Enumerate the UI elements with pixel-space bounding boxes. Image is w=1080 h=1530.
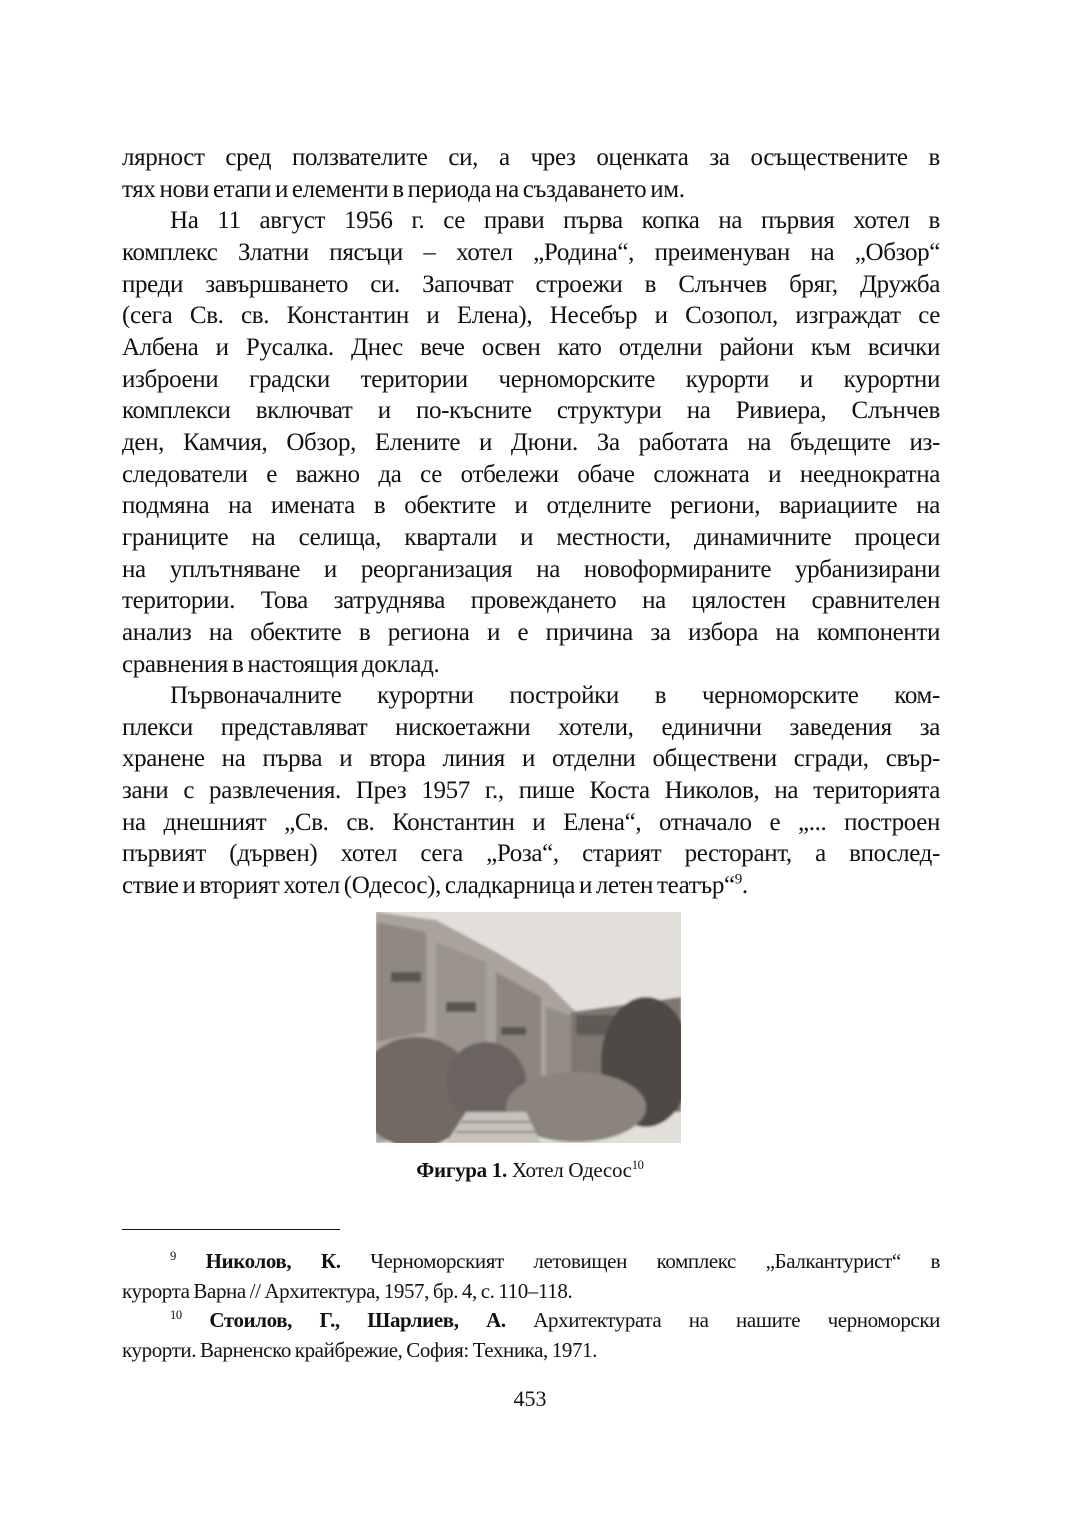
text-line: преди завършването си. Започват строежи в Слънчев бряг, Дружба — [122, 270, 940, 298]
text-line: комплекси включват и по-късните структури на Ривиера, Слънчев — [122, 397, 940, 425]
footnote-text: Черноморският летовищен комплекс „Балкантурист“ в — [370, 1249, 940, 1273]
text-line: на днешният „Св. св. Константин и Елена“, отначало е „... построен — [122, 808, 940, 836]
footnote-number: 10 — [170, 1308, 182, 1322]
text-line: на уплътняване и реорганизация на новоформираните урбанизирани — [122, 555, 940, 583]
footnote-10-cont: курорти. Варненско крайбрежие, София: Техника, 1971. — [122, 1337, 598, 1362]
footnote-author: Стоилов, Г., Шарлиев, А. — [209, 1308, 506, 1332]
footnote-9-cont: курорта Варна // Архитектура, 1957, бр. 4, с. 110–118. — [122, 1278, 573, 1303]
text-line: Албена и Русалка. Днес вече освен като отделни райони към всички — [122, 333, 940, 361]
text-line: Първоначалните курортни постройки в черноморските ком- — [170, 682, 940, 710]
text-line: следователи е важно да се отбележи обаче сложната и нееднократна — [122, 460, 940, 488]
text-line: хранене на първа и втора линия и отделни обществени сгради, свър- — [122, 745, 940, 773]
footnote-author: Николов, К. — [205, 1249, 341, 1273]
footnote-text: Архитектурата на нашите черноморски — [533, 1308, 940, 1332]
text-line: На 11 август 1956 г. се прави първа копка на първия хотел в — [170, 207, 940, 235]
figure-label: Фигура 1. — [416, 1158, 507, 1182]
body-text — [122, 142, 940, 902]
text-line: първият (дървен) хотел сега „Роза“, старият ресторант, а впослед- — [122, 840, 940, 868]
figure-title: Хотел Одесос — [511, 1158, 632, 1182]
text-line: анализ на обектите в региона и е причина за избора на компоненти — [122, 618, 940, 646]
figure-caption — [0, 1158, 1060, 1183]
text-period: . — [741, 872, 748, 900]
page-number: 453 — [513, 1386, 547, 1411]
text-line: сравнения в настоящия доклад. — [122, 650, 440, 678]
text-line: комплекс Златни пясъци – хотел „Родина“, преименуван на „Обзор“ — [122, 238, 940, 266]
footnote-separator — [122, 1229, 340, 1230]
text-line: плекси представляват нискоетажни хотели, единични заведения за — [122, 713, 940, 741]
footnote-ref[interactable]: 9 — [734, 871, 742, 888]
text-line — [122, 870, 940, 902]
text-line: границите на селища, квартали и местности, динамичните процеси — [122, 523, 940, 551]
hotel-odesos-photo — [376, 912, 681, 1143]
footnote-number: 9 — [170, 1249, 176, 1263]
footnote-10 — [122, 1306, 940, 1336]
text-line: територии. Това затруднява провеждането на цялостен сравнителен — [122, 587, 940, 615]
text-line: ден, Камчия, Обзор, Елените и Дюни. За работата на бъдещите из- — [122, 428, 940, 456]
text-line: (сега Св. св. Константин и Елена), Несебър и Созопол, изграждат се — [122, 302, 940, 330]
footnote-9 — [122, 1247, 940, 1277]
footnotes — [122, 1247, 940, 1365]
text-line: подмяна на имената в обектите и отделните региони, вариациите на — [122, 492, 940, 520]
text-line-content: ствие и вторият хотел (Одесос), сладкарница и летен театър“ — [122, 872, 735, 900]
text-line: изброени градски територии черноморските курорти и курортни — [122, 365, 940, 393]
footnote-ref[interactable]: 10 — [631, 1158, 644, 1172]
text-line: тях нови етапи и елементи в периода на създаването им. — [122, 175, 685, 203]
text-line: лярност сред ползвателите си, а чрез оценката за осъществените в — [122, 144, 940, 171]
text-line: зани с развлечения. През 1957 г., пише Коста Николов, на територията — [122, 777, 940, 805]
